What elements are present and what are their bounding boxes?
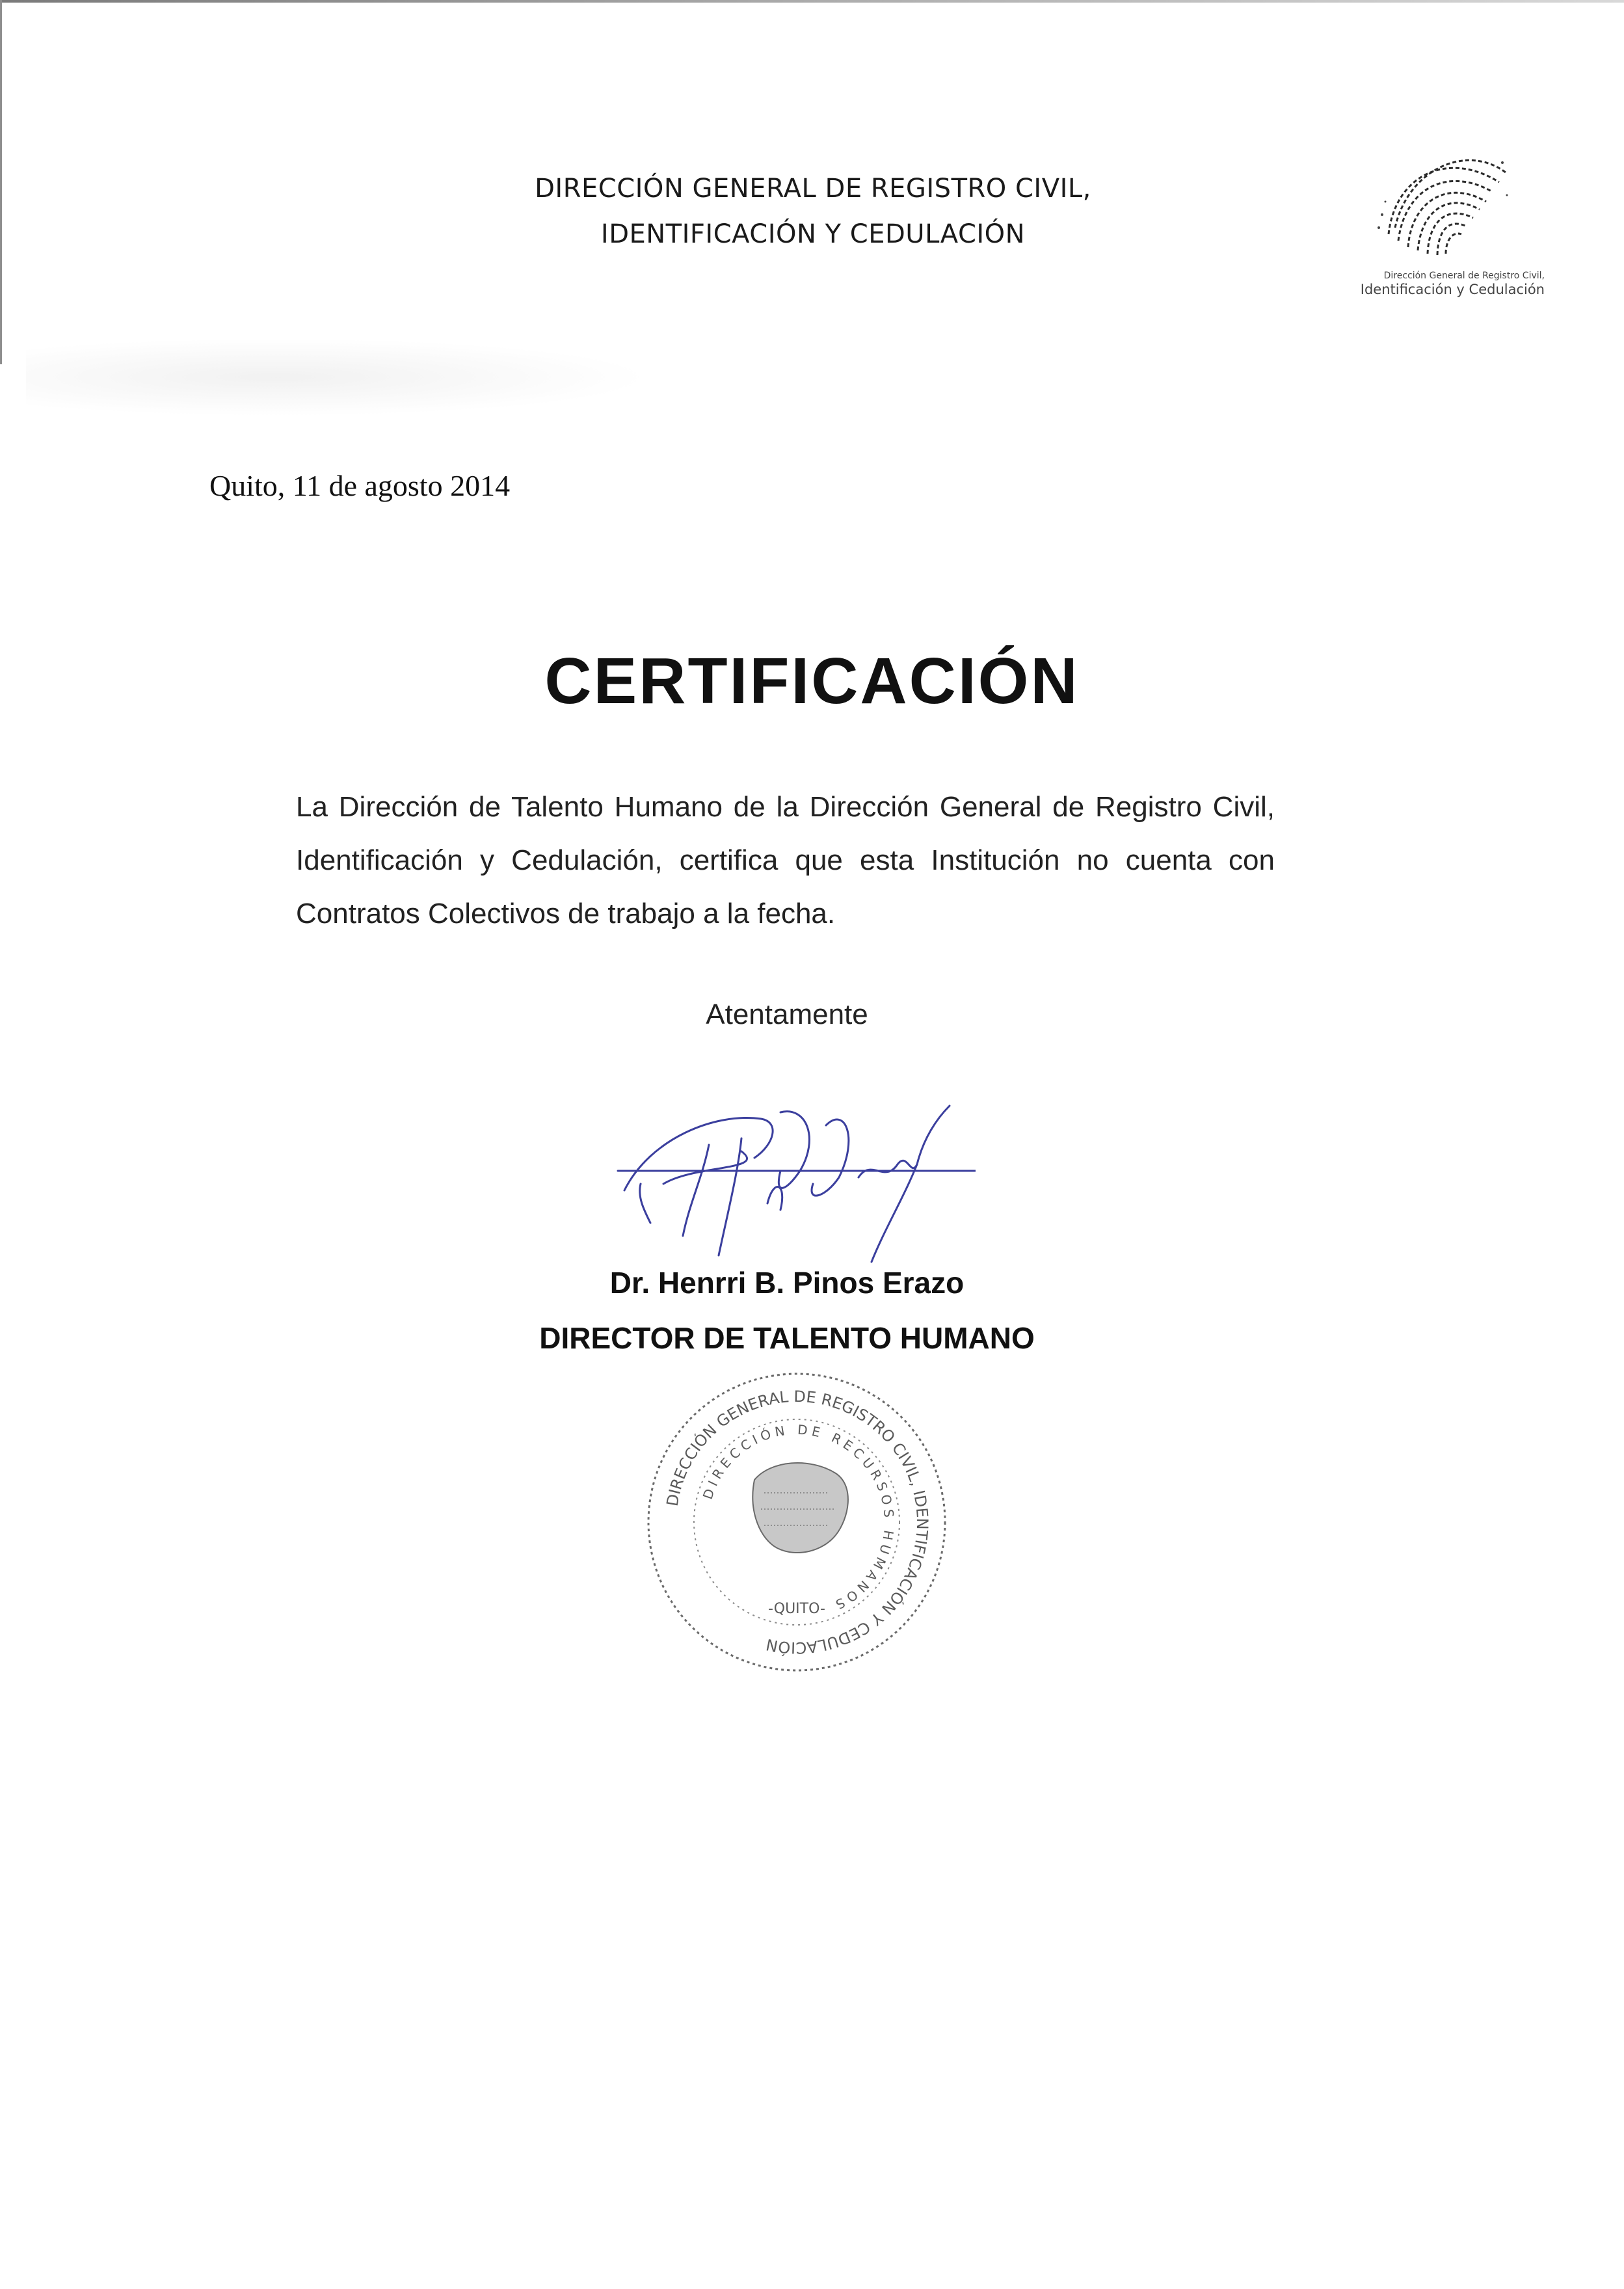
institution-logo — [1330, 137, 1545, 306]
scan-smudge — [26, 338, 650, 416]
signer-name: Dr. Henrri B. Pinos Erazo — [609, 1266, 965, 1300]
scan-edge-top — [0, 0, 1624, 3]
signer-role: DIRECTOR DE TALENTO HUMANO — [539, 1321, 1035, 1355]
fingerprint-icon — [1369, 137, 1512, 267]
seal-inner-text: DIRECCIÓN DE RECURSOS HUMANOS — [699, 1421, 898, 1614]
logo-caption-line-2: Identificación y Cedulación — [1360, 282, 1545, 297]
header-organization — [455, 166, 1171, 257]
closing-salutation: Atentamente — [706, 998, 868, 1030]
header-org-line-2: IDENTIFICACIÓN Y CEDULACIÓN — [600, 219, 1026, 249]
document-title: CERTIFICACIÓN — [544, 645, 1080, 717]
certification-body: La Dirección de Talento Humano de la Dirección General de Registro Civil, Identificación y Cedulación, certifica que esta Institución no cuenta con Contratos Colectivos de trabajo a la fecha. — [296, 791, 1275, 930]
logo-caption — [1330, 270, 1545, 297]
logo-caption-line-1: Dirección General de Registro Civil, — [1383, 271, 1545, 281]
seal-bottom-text: -QUITO- — [768, 1601, 825, 1617]
document-date: Quito, 11 de agosto 2014 — [209, 469, 511, 502]
scan-edge-left — [0, 0, 2, 364]
header-org-line-1: DIRECCIÓN GENERAL DE REGISTRO CIVIL, — [535, 174, 1091, 204]
official-seal — [641, 1369, 953, 1675]
seal-outer-text: DIRECCIÓN GENERAL DE REGISTRO CIVIL, IDENTIFICACIÓN Y CEDULACIÓN — [663, 1387, 932, 1657]
